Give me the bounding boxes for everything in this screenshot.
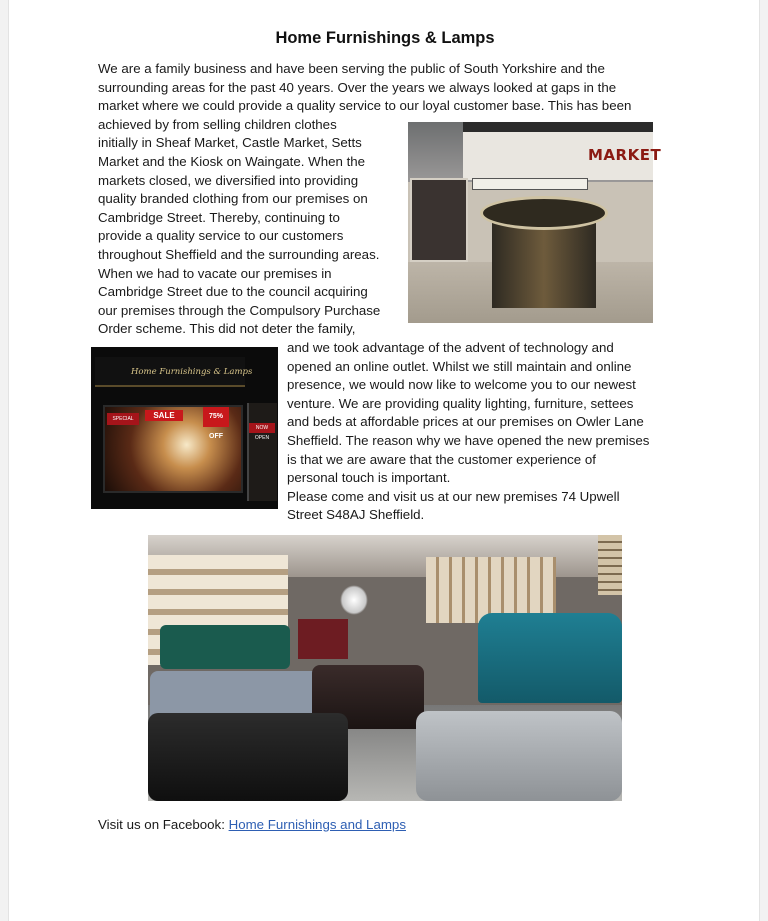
left-line: Market and the Kiosk on Waingate. When the	[98, 154, 366, 169]
left-line: achieved by from selling children clothes	[98, 116, 337, 132]
right-line: and beds at affordable prices at our premises on Owler Lane	[287, 414, 644, 430]
facebook-footer	[98, 817, 406, 832]
left-line: markets closed, we diversified into providing	[98, 172, 359, 188]
right-line: venture. We are providing quality lighting, furniture, settees	[287, 395, 634, 411]
shopfront-sign: Home Furnishings & Lamps	[131, 367, 253, 377]
right-line: opened an online outlet. Whilst we still maintain and online	[287, 358, 632, 374]
right-line: Please come and visit us at our new premises 74 Upwell	[287, 488, 620, 504]
page-title: Home Furnishings & Lamps	[275, 29, 495, 47]
shopfront-photo	[91, 347, 278, 509]
right-line: is that we are aware that the customer experience of	[287, 451, 596, 467]
market-kiosk-photo	[408, 122, 662, 323]
sale-sign: SALE	[145, 410, 183, 421]
right-line: Sheffield. The reason why we have opened the new premises	[287, 433, 650, 448]
right-line: presence, we would now like to welcome you to our newest	[287, 377, 636, 393]
intro-line: surrounding areas for the past 40 years. Over the years we always looked at gaps in the	[98, 79, 617, 95]
intro-line: market where we could provide a quality service to our loyal customer base. This has been	[98, 98, 632, 114]
facebook-link[interactable]: Home Furnishings and Lamps	[228, 817, 406, 832]
right-line: and we took advantage of the advent of technology and	[287, 340, 614, 355]
left-line: our premises through the Compulsory Purchase	[98, 302, 381, 318]
showroom-interior-photo	[148, 535, 622, 801]
left-line: initially in Sheaf Market, Castle Market, Setts	[98, 135, 362, 151]
right-line: Street S48AJ Sheffield.	[287, 507, 425, 523]
left-line: Cambridge Street. Thereby, continuing to	[98, 209, 340, 225]
intro-line: We are a family business and have been serving the public of South Yorkshire and the	[98, 61, 605, 76]
now-open-sign: NOW OPEN	[249, 423, 275, 433]
left-line: provide a quality service to our customers	[98, 228, 344, 244]
left-line: quality branded clothing from our premises on	[98, 191, 368, 207]
document-page	[8, 0, 760, 921]
left-line: When we had to vacate our premises in	[98, 265, 332, 281]
right-line: personal touch is important.	[287, 470, 451, 486]
left-line: Order scheme. This did not deter the family,	[98, 321, 356, 337]
special-offer-sign: SPECIAL	[107, 413, 139, 425]
left-line: Cambridge Street due to the council acquiring	[98, 284, 368, 300]
market-sign: MARKET	[588, 146, 662, 164]
left-line: throughout Sheffield and the surrounding areas.	[98, 247, 380, 262]
discount-sign: 75% OFF	[203, 407, 229, 427]
footer-prefix: Visit us on Facebook:	[98, 817, 225, 832]
